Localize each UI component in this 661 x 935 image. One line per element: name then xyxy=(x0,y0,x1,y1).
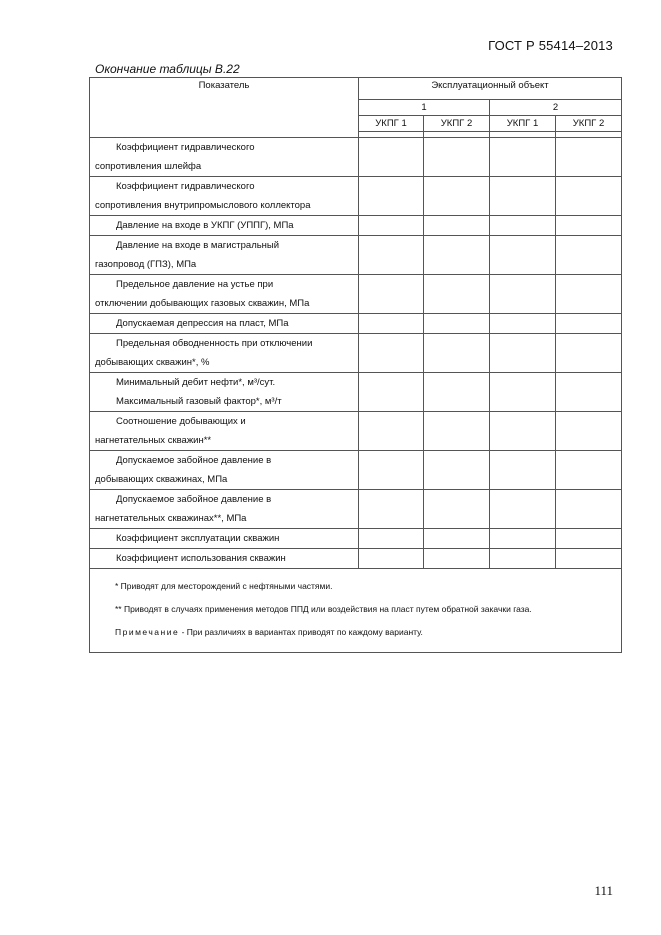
data-cell xyxy=(556,236,622,275)
data-cell xyxy=(359,334,424,373)
data-cell xyxy=(490,549,556,569)
data-cell xyxy=(424,216,490,236)
subcol-ukpg1-obj2: УКПГ 1 xyxy=(490,116,556,132)
table-row xyxy=(90,275,622,314)
table-row xyxy=(90,451,622,490)
data-cell xyxy=(556,314,622,334)
row-label: Предельное давление на устье при отключении добывающих газовых скважин, МПа xyxy=(90,275,359,314)
object-1: 1 xyxy=(359,100,490,116)
data-cell xyxy=(424,549,490,569)
row-label: Давление на входе в магистральный газопровод (ГПЗ), МПа xyxy=(90,236,359,275)
row-label: Давление на входе в УКПГ (УППГ), МПа xyxy=(90,216,359,236)
note-label: Примечание xyxy=(115,627,180,637)
data-cell xyxy=(424,334,490,373)
data-cell xyxy=(490,412,556,451)
table-row xyxy=(90,549,622,569)
data-cell xyxy=(424,177,490,216)
subcol-ukpg1-obj1: УКПГ 1 xyxy=(359,116,424,132)
table-caption: Окончание таблицы В.22 xyxy=(95,62,240,76)
data-cell xyxy=(490,451,556,490)
table-note xyxy=(115,621,621,644)
row-label: Соотношение добывающих и нагнетательных скважин** xyxy=(90,412,359,451)
row-label: Минимальный дебит нефти*, м³/сут. Максимальный газовый фактор*, м³/т xyxy=(90,373,359,412)
data-cell xyxy=(424,412,490,451)
standard-number: ГОСТ Р 55414–2013 xyxy=(488,38,613,53)
data-cell xyxy=(490,529,556,549)
data-cell xyxy=(359,490,424,529)
data-cell xyxy=(424,490,490,529)
data-cell xyxy=(424,373,490,412)
data-cell xyxy=(424,529,490,549)
data-cell xyxy=(359,314,424,334)
indicators-table xyxy=(89,77,622,653)
table-footnotes xyxy=(90,569,622,653)
data-cell xyxy=(556,549,622,569)
data-cell xyxy=(490,236,556,275)
data-cell xyxy=(490,490,556,529)
data-cell xyxy=(490,177,556,216)
data-cell xyxy=(556,412,622,451)
data-cell xyxy=(359,236,424,275)
footnote-2: ** Приводят в случаях применения методов ППД или воздействия на пласт путем обратной закачки газа. xyxy=(115,604,532,614)
data-cell xyxy=(556,334,622,373)
row-label: Коэффициент эксплуатации скважин xyxy=(90,529,359,549)
data-cell xyxy=(359,177,424,216)
data-cell xyxy=(490,138,556,177)
data-cell xyxy=(424,275,490,314)
header-object: Эксплуатационный объект xyxy=(359,78,622,100)
object-2: 2 xyxy=(490,100,622,116)
table-row xyxy=(90,412,622,451)
row-label: Коэффициент использования скважин xyxy=(90,549,359,569)
data-cell xyxy=(359,275,424,314)
footnote-1: * Приводят для месторождений с нефтяными частями. xyxy=(115,581,333,591)
data-cell xyxy=(556,451,622,490)
row-label: Коэффициент гидравлического сопротивления внутрипромыслового коллектора xyxy=(90,177,359,216)
data-cell xyxy=(556,138,622,177)
data-cell xyxy=(556,177,622,216)
row-label: Коэффициент гидравлического сопротивления шлейфа xyxy=(90,138,359,177)
data-cell xyxy=(490,275,556,314)
table-row xyxy=(90,529,622,549)
data-cell xyxy=(424,314,490,334)
data-cell xyxy=(490,373,556,412)
data-cell xyxy=(359,138,424,177)
data-cell xyxy=(359,549,424,569)
table-row xyxy=(90,177,622,216)
data-cell xyxy=(490,216,556,236)
table-row xyxy=(90,138,622,177)
data-cell xyxy=(556,373,622,412)
table-row xyxy=(90,490,622,529)
data-cell xyxy=(359,373,424,412)
data-cell xyxy=(556,275,622,314)
data-cell xyxy=(556,216,622,236)
row-label: Предельная обводненность при отключении добывающих скважин*, % xyxy=(90,334,359,373)
data-cell xyxy=(359,451,424,490)
header-indicator: Показатель xyxy=(90,78,359,138)
data-cell xyxy=(490,334,556,373)
table-row xyxy=(90,216,622,236)
data-cell xyxy=(490,314,556,334)
row-label: Допускаемое забойное давление в нагнетательных скважинах**, МПа xyxy=(90,490,359,529)
table-row xyxy=(90,236,622,275)
subcol-ukpg2-obj1: УКПГ 2 xyxy=(424,116,490,132)
data-cell xyxy=(556,490,622,529)
note-text: - При различиях в вариантах приводят по каждому варианту. xyxy=(179,627,423,637)
table-row xyxy=(90,334,622,373)
data-cell xyxy=(424,236,490,275)
subcol-ukpg2-obj2: УКПГ 2 xyxy=(556,116,622,132)
data-cell xyxy=(424,451,490,490)
data-cell xyxy=(359,216,424,236)
data-cell xyxy=(359,529,424,549)
table-row xyxy=(90,314,622,334)
data-cell xyxy=(359,412,424,451)
page-number: 111 xyxy=(594,883,613,898)
row-label: Допускаемая депрессия на пласт, МПа xyxy=(90,314,359,334)
data-cell xyxy=(424,138,490,177)
data-cell xyxy=(556,529,622,549)
table-row xyxy=(90,373,622,412)
row-label: Допускаемое забойное давление в добывающих скважинах, МПа xyxy=(90,451,359,490)
